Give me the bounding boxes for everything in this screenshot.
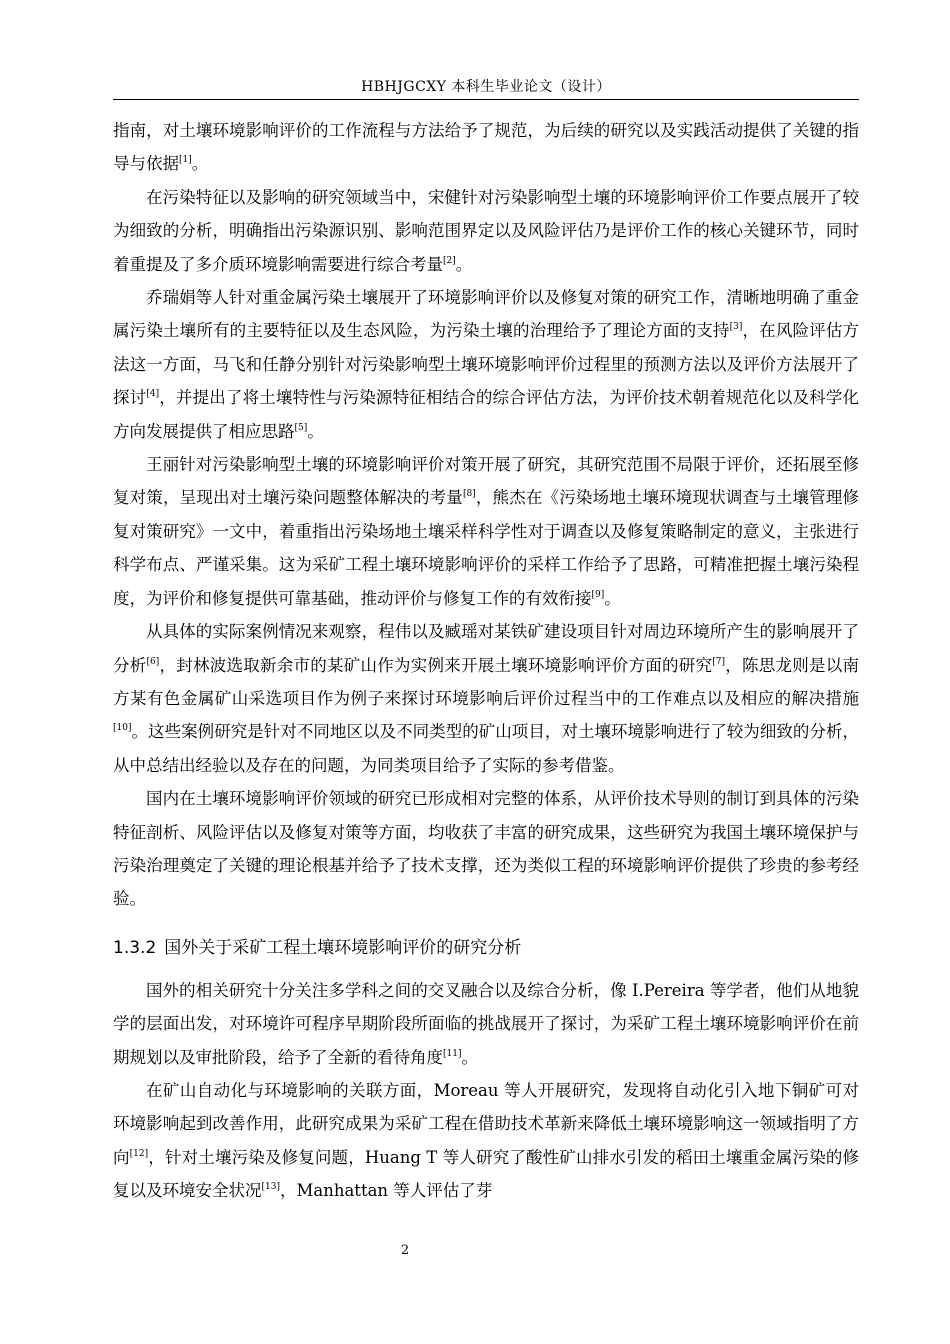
running-header: HBHJGCXY 本科生毕业论文（设计） <box>361 79 611 95</box>
paragraph-2: 在污染特征以及影响的研究领域当中，宋健针对污染影响型土壤的环境影响评价工作要点展开了较为细致的分析，明确指出污染源识别、影响范围界定以及风险评估乃是评价工作的核心关键环节，同时着重提及了多介质环境影响需要进行综合考量[2]。 <box>113 187 859 274</box>
citation: [12] <box>129 1148 149 1159</box>
paragraph-7: 国外的相关研究十分关注多学科之间的交叉融合以及综合分析，像 I.Pereira 等学者，他们从地貌学的层面出发，对环境许可程序早期阶段所面临的挑战展开了探讨，为采矿工程土壤环境影响评价在前期规划以及审批阶段，给予了全新的看待角度[11]。 <box>113 980 859 1067</box>
paragraph-1: 指南，对土壤环境影响评价的工作流程与方法给予了规范，为后续的研究以及实践活动提供了关键的指导与依据[1]。 <box>113 121 859 174</box>
citation: [2] <box>443 255 456 266</box>
paragraph-6: 国内在土壤环境影响评价领域的研究已形成相对完整的体系，从评价技术导则的制订到具体的污染特征剖析、风险评估以及修复对策等方面，均收获了丰富的研究成果，这些研究为我国土壤环境保护与污染治理奠定了关键的理论根基并给予了技术支撑，还为类似工程的环境影响评价提供了珍贵的参考经验。 <box>113 789 859 909</box>
citation: [1] <box>179 155 192 166</box>
header-rule <box>113 99 859 100</box>
section-number: 1.3.2 <box>113 937 157 958</box>
citation: [7] <box>712 656 725 667</box>
citation: [6] <box>146 656 160 667</box>
section-heading <box>113 932 859 964</box>
citation: [10] <box>113 723 132 734</box>
citation: [8] <box>462 489 476 500</box>
citation: [5] <box>294 422 308 433</box>
citation: [11] <box>443 1048 462 1059</box>
paragraph-8: 在矿山自动化与环境影响的关联方面，Moreau 等人开展研究，发现将自动化引入地下铜矿可对环境影响起到改善作用，此研究成果为采矿工程在借助技术革新来降低土壤环境影响这一领域指明了方向[12]，针对土壤污染及修复问题，Huang T 等人研究了酸性矿山排水引发的稻田土壤重金属污染的修复以及环境安全状况[13]，Manhattan 等人评估了芽 <box>113 1080 860 1201</box>
page-number: 2 <box>400 1243 410 1258</box>
paragraph-5: 从具体的实际案例情况来观察，程伟以及臧瑶对某铁矿建设项目针对周边环境所产生的影响展开了分析[6]，封林波选取新余市的某矿山作为实例来开展土壤环境影响评价方面的研究[7]，陈思龙则是以南方某有色金属矿山采选项目作为例子来探讨环境影响后评价过程当中的工作难点以及相应的解决措施[10]。这些案例研究是针对不同地区以及不同类型的矿山项目，对土壤环境影响进行了较为细致的分析，从中总结出经验以及存在的问题，为同类项目给予了实际的参考借鉴。 <box>113 622 859 775</box>
section-title: 国外关于采矿工程土壤环境影响评价的研究分析 <box>164 937 522 958</box>
citation: [4] <box>146 389 160 400</box>
citation: [13] <box>261 1182 280 1193</box>
paragraph-4: 王丽针对污染影响型土壤的环境影响评价对策开展了研究，其研究范围不局限于评价，还拓展至修复对策，呈现出对土壤污染问题整体解决的考量[8]，熊杰在《污染场地土壤环境现状调查与土壤管理修复对策研究》一文中，着重指出污染场地土壤采样科学性对于调查以及修复策略制定的意义，主张进行科学布点、严谨采集。这为采矿工程土壤环境影响评价的采样工作给予了思路，可精准把握土壤污染程度，为评价和修复提供可靠基础，推动评价与修复工作的有效衔接[9]。 <box>113 455 860 608</box>
citation: [3] <box>729 322 743 333</box>
body-text <box>113 114 859 1208</box>
citation: [9] <box>591 589 605 600</box>
paragraph-3: 乔瑞娟等人针对重金属污染土壤展开了环境影响评价以及修复对策的研究工作，清晰地明确了重金属污染土壤所有的主要特征以及生态风险，为污染土壤的治理给予了理论方面的支持[3]，在风险评估方法这一方面，马飞和任静分别针对污染影响型土壤环境影响评价过程里的预测方法以及评价方法展开了探讨[4]，并提出了将土壤特性与污染源特征相结合的综合评估方法，为评价技术朝着规范化以及科学化方向发展提供了相应思路[5]。 <box>113 288 860 441</box>
